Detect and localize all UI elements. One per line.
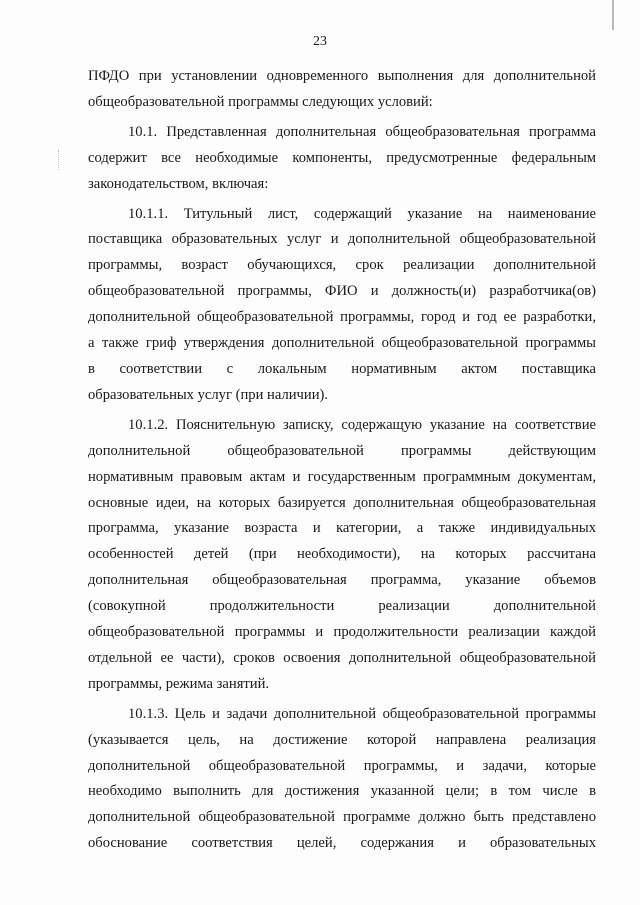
text-line: 10.1.1. Титульный лист, содержащий указание на наименование: [128, 205, 596, 222]
paragraph-intro: [88, 64, 596, 116]
text-line: общеобразовательной программы, ФИО и должность(и) разработчика(ов): [88, 283, 596, 300]
text-line: программы, возраст обучающихся, срок реализации дополнительной: [88, 257, 596, 274]
text-line: 10.1.2. Пояснительную записку, содержащую указание на соответствие: [128, 416, 596, 433]
text-line: 10.1.3. Цель и задачи дополнительной общеобразовательной программы: [128, 705, 596, 722]
document-body: [88, 64, 596, 857]
text-line: дополнительной общеобразовательной программы, и задачи, которые: [88, 757, 596, 774]
text-line: поставщика образовательных услуг и дополнительной общеобразовательной: [88, 231, 596, 248]
paragraph-p-10-1-2: [88, 413, 596, 698]
text-line: дополнительной общеобразовательной программы действующим: [88, 442, 596, 459]
text-line: (указывается цель, на достижение которой направлена реализация: [88, 731, 596, 748]
text-line: программа, указание возраста и категории, а также индивидуальных: [88, 520, 596, 537]
text-line: необходимо выполнить для достижения указанной цели; в том числе в: [88, 783, 596, 800]
text-line: основные идеи, на которых базируется дополнительная общеобразовательная: [88, 494, 596, 511]
page-number: 23: [313, 34, 327, 49]
paragraph-p-10-1: [88, 120, 596, 198]
text-line: (совокупной продолжительности реализации дополнительной: [88, 598, 596, 615]
scan-artifact-dots: [58, 150, 67, 170]
text-line: 10.1. Представленная дополнительная общеобразовательная программа: [128, 123, 596, 140]
text-line: особенностей детей (при необходимости), на которых рассчитана: [88, 546, 596, 563]
text-line: отдельной ее части), сроков освоения дополнительной общеобразовательной: [88, 649, 596, 666]
text-line: обоснование соответствия целей, содержания и образовательных: [88, 835, 596, 852]
scan-artifact-mark: [612, 0, 614, 30]
text-line: законодательством, включая:: [88, 175, 269, 192]
text-line: а также гриф утверждения дополнительной общеобразовательной программы: [88, 335, 596, 352]
text-line: в соответствии с локальным нормативным актом поставщика: [88, 360, 596, 377]
text-line: общеобразовательной программы следующих условий:: [88, 93, 433, 110]
text-line: образовательных услуг (при наличии).: [88, 386, 329, 403]
text-line: ПФДО при установлении одновременного выполнения для дополнительной: [88, 68, 596, 84]
text-line: дополнительная общеобразовательная программа, указание объемов: [88, 572, 596, 589]
paragraph-p-10-1-3: [88, 702, 596, 857]
text-line: дополнительной общеобразовательной программы, город и год ее разработки,: [88, 309, 596, 326]
paragraph-p-10-1-1: [88, 202, 596, 409]
text-line: содержит все необходимые компоненты, предусмотренные федеральным: [88, 149, 596, 166]
text-line: дополнительной общеобразовательной программе должно быть представлено: [88, 809, 596, 826]
text-line: программы, режима занятий.: [88, 675, 270, 692]
text-line: нормативным правовым актам и государственным программным документам,: [88, 468, 596, 485]
text-line: общеобразовательной программы и продолжительности реализации каждой: [88, 624, 596, 641]
